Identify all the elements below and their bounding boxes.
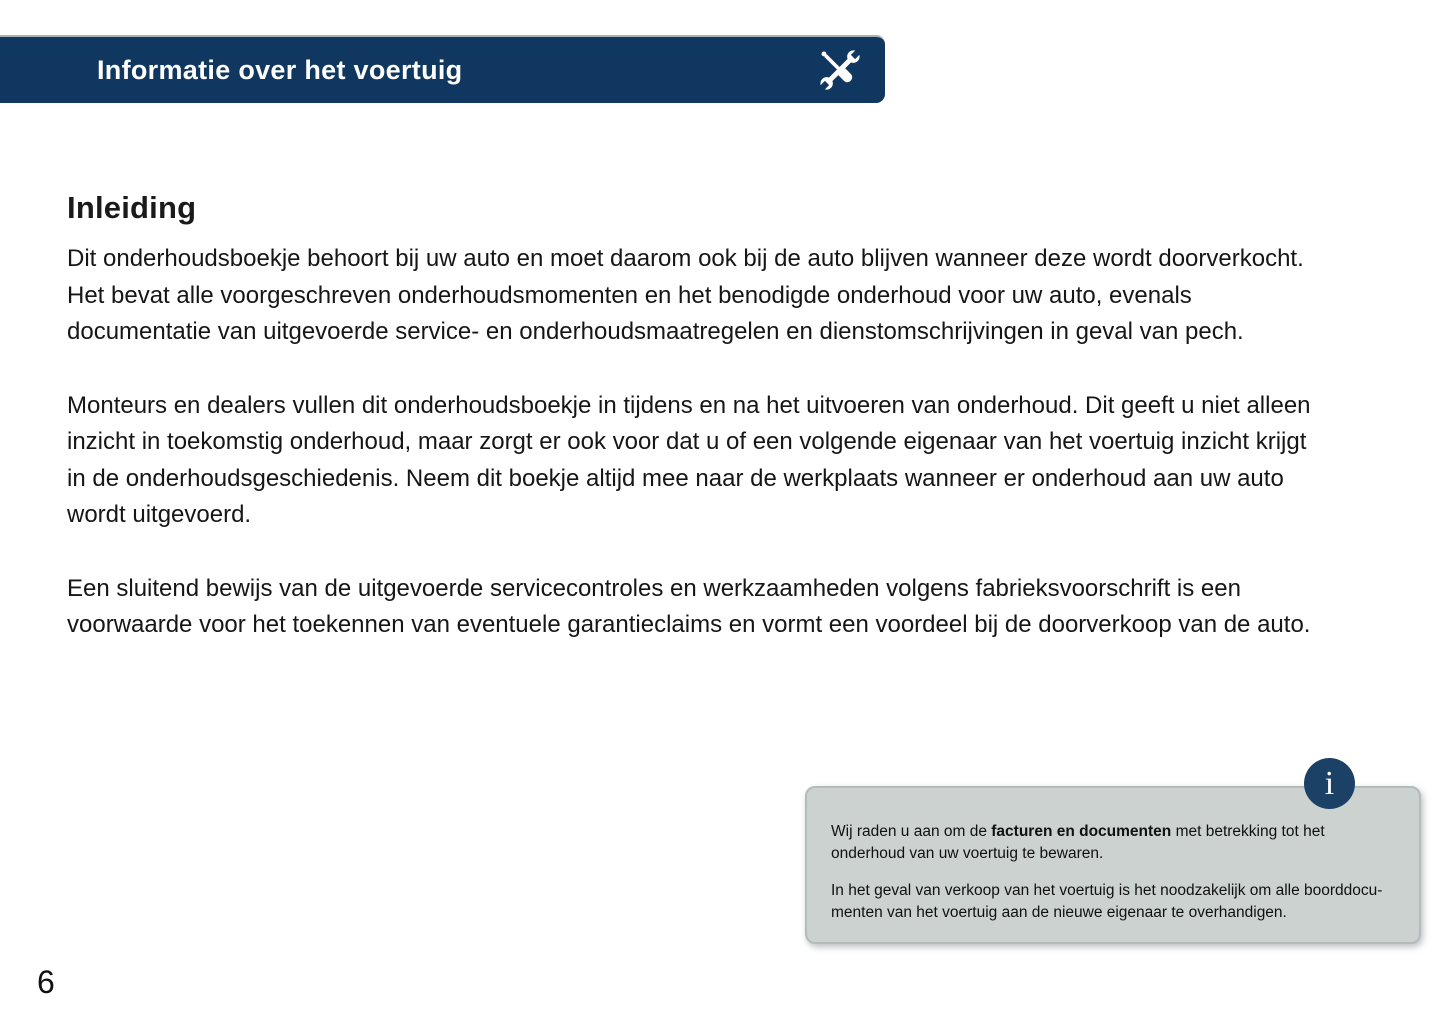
section-header-bar — [0, 35, 885, 103]
info-note-1-text: Wij raden u aan om de — [831, 823, 992, 840]
info-note-1-bold: facturen en documenten — [991, 823, 1172, 840]
intro-paragraph-2: Monteurs en dealers vullen dit onderhoudsboekje in tijdens en na het uitvoeren van onderhoud. Dit geeft u niet alleen inzicht in toekomstig onderhoud, maar zorgt er ook voor dat u of een volgende eigenaar van het voertuig inzicht krijgt in de onderhoudsgeschiedenis. Neem dit boekje altijd mee naar de werkplaats wanneer er onderhoud aan uw auto wordt uitgevoerd. — [67, 391, 1311, 528]
info-note-2: In het geval van verkoop van het voertuig is het noodzakelijk om alle boorddocumenten van het voertuig aan de nieuwe eigenaar te overhandigen. — [831, 882, 1383, 921]
info-icon — [1304, 758, 1355, 809]
main-content — [67, 190, 1317, 681]
page-number: 6 — [37, 964, 55, 1000]
intro-paragraph-1: Dit onderhoudsboekje behoort bij uw auto en moet daarom ook bij de auto blijven wanneer deze wordt doorverkocht. Het bevat alle voorgeschreven onderhoudsmomenten en het benodigde onderhoud voor uw auto, evenals documentatie van uitgevoerde service- en onderhoudsmaatregelen en dienstomschrijvingen in geval van pech. — [67, 245, 1304, 345]
intro-heading: Inleiding — [67, 190, 197, 225]
wrench-screwdriver-icon — [813, 43, 867, 97]
info-note-1-suffix: met betrekking tot het onderhoud van uw voertuig te bewaren. — [831, 823, 1325, 862]
info-note-1 — [831, 821, 1395, 865]
info-box — [805, 764, 1421, 944]
section-title: Informatie over het voertuig — [97, 54, 463, 85]
intro-paragraph-3: Een sluitend bewijs van de uitgevoerde servicecontroles en werkzaamheden volgens fabrieksvoorschrift is een voorwaarde voor het toekennen van eventuele garantieclaims en vormt een voordeel bij de doorverkoop van de auto. — [67, 574, 1311, 638]
info-icon-letter: i — [1324, 764, 1335, 802]
